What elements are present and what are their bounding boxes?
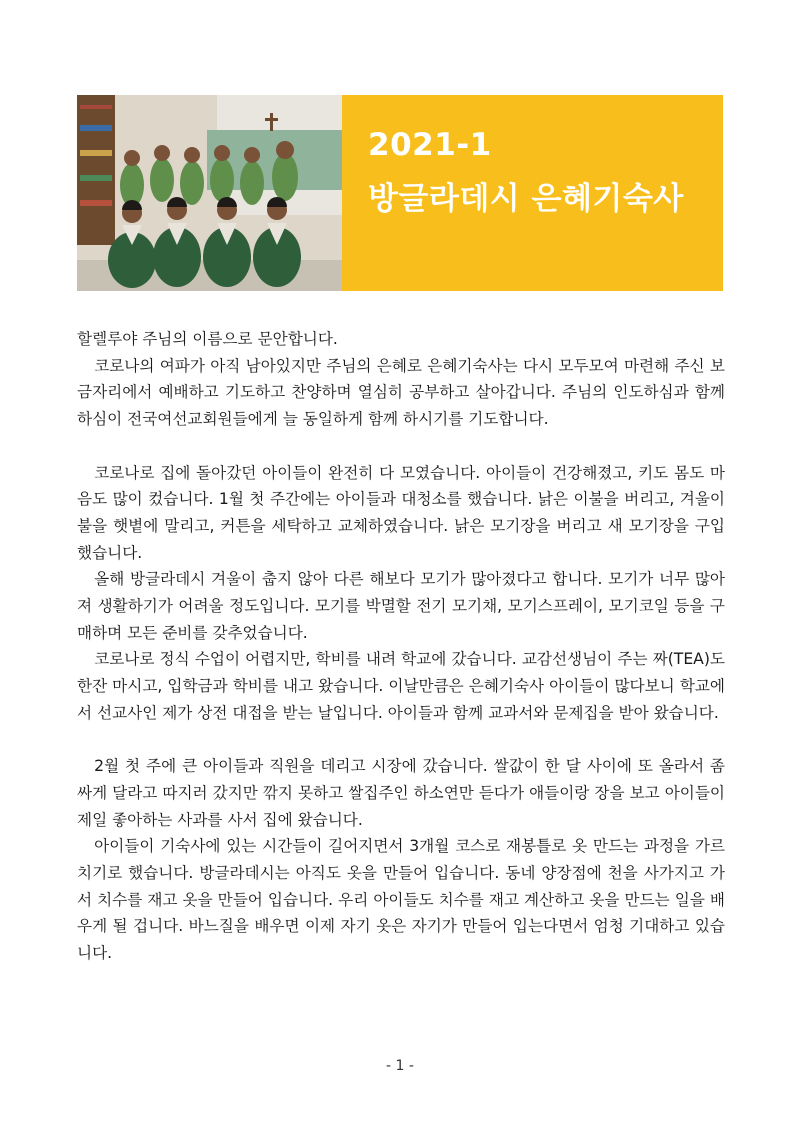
body-paragraph: 올해 방글라데시 겨울이 춥지 않아 다른 해보다 모기가 많아졌다고 합니다. 모기가 너무 많아져 생활하기가 어려울 정도입니다. 모기를 박멸할 전기 모기채, 모기스프레이, 모기코일 등을 구매하며 모든 준비를 갖추었습니다. <box>77 570 725 642</box>
page-number: - 1 - <box>386 1058 414 1074</box>
title-main: 방글라데시 은혜기숙사 <box>368 181 684 217</box>
paragraph-gap <box>77 433 725 460</box>
title-banner <box>342 95 723 291</box>
greeting-paragraph: 할렐루야 주님의 이름으로 문안합니다. <box>77 330 338 348</box>
body-paragraph: 코로나로 집에 돌아갔던 아이들이 완전히 다 모였습니다. 아이들이 건강해졌고, 키도 몸도 마음도 많이 컸습니다. 1월 첫 주간에는 아이들과 대청소를 했습니다. 낡은 이불을 버리고, 겨울이불을 햇볕에 말리고, 커튼을 세탁하고 교체하였습니다. 낡은 모기장을 버리고 새 모기장을 구입했습니다. <box>77 463 725 562</box>
group-photo <box>77 95 342 291</box>
body-paragraph: 2월 첫 주에 큰 아이들과 직원을 데리고 시장에 갔습니다. 쌀값이 한 달 사이에 또 올라서 좀 싸게 달라고 따지러 갔지만 깎지 못하고 쌀집주인 하소연만 듣다가 애들이랑 장을 보고 아이들이 제일 좋아하는 사과를 사서 집에 왔습니다. <box>77 757 725 829</box>
letter-body <box>77 326 725 967</box>
body-paragraph: 코로나로 정식 수업이 어렵지만, 학비를 내려 학교에 갔습니다. 교감선생님이 주는 짜(TEA)도 한잔 마시고, 입학금과 학비를 내고 왔습니다. 이날만큼은 은혜기숙사 아이들이 많다보니 학교에서 선교사인 제가 상전 대접을 받는 날입니다. 아이들과 함께 교과서와 문제집을 받아 왔습니다. <box>77 650 725 722</box>
body-paragraph: 코로나의 여파가 아직 남아있지만 주님의 은혜로 은혜기숙사는 다시 모두모여 마련해 주신 보금자리에서 예배하고 기도하고 찬양하며 열심히 공부하고 살아갑니다. 주님의 인도하심과 함께하심이 전국여선교회원들에게 늘 동일하게 함께 하시기를 기도합니다. <box>77 356 725 429</box>
header-section <box>77 95 723 291</box>
paragraph-gap <box>77 727 725 754</box>
body-paragraph: 아이들이 기숙사에 있는 시간들이 길어지면서 3개월 코스로 재봉틀로 옷 만드는 과정을 가르치기로 했습니다. 방글라데시는 아직도 옷을 만들어 입습니다. 동네 양장점에 천을 사가지고 가서 치수를 재고 옷을 만들어 입습니다. 우리 아이들도 치수를 재고 계산하고 옷을 만드는 일을 배우게 될 겁니다. 바느질을 배우면 이제 자기 옷은 자기가 만들어 입는다면서 엄청 기대하고 있습니다. <box>77 837 725 963</box>
title-year: 2021-1 <box>368 127 492 163</box>
group-photo-icon <box>77 95 342 291</box>
